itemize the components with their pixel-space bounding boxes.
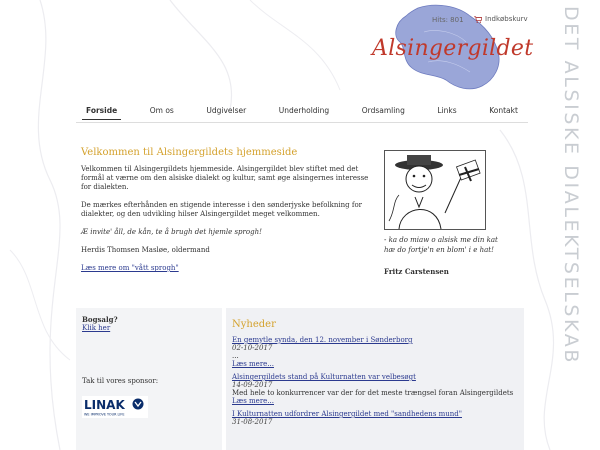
news-body: ... (232, 352, 239, 360)
news-item (232, 336, 518, 368)
welcome-paragraph-1: Velkommen til Alsingergildets hjemmeside. Alsingergildet blev stiftet med det formål at værne om den alsiske dialekt og kultur, samt øge alsingernes interesse for dialekten. (81, 165, 369, 191)
news-title-link[interactable]: I Kulturnatten udfordrer Alsingergildet med "sandhedens mund" (232, 410, 462, 418)
nav-ordsamling[interactable]: Ordsamling (361, 105, 405, 115)
cartoon-illustration (384, 150, 486, 230)
welcome-quote: Æ invite' åll, de kån, te å brugh det hjemle sprogh! (81, 228, 262, 236)
nav-kontakt[interactable]: Kontakt (489, 105, 518, 115)
bogsalg-heading: Bogsalg? (82, 315, 118, 324)
news-title-link[interactable]: Alsingergildets stand på Kulturnatten var velbesøgt (232, 373, 416, 381)
cart-link[interactable] (474, 15, 528, 23)
shopping-cart-icon (474, 16, 482, 23)
nav-forside[interactable]: Forside (76, 106, 127, 115)
news-section (226, 308, 524, 450)
nav-om-os[interactable]: Om os (149, 105, 174, 115)
nav-divider (76, 122, 528, 123)
news-item (232, 373, 518, 405)
welcome-signature: Herdis Thomsen Masløe, oldermand (81, 246, 210, 254)
news-list (232, 336, 518, 431)
welcome-title: Velkommen til Alsingergildets hjemmeside (81, 147, 298, 158)
news-date: 31-08-2017 (232, 418, 273, 426)
cart-label: Indkøbskurv (485, 15, 528, 23)
cartoon-caption: - ka do miaw o alsisk me din kat hæ do fortje'n en blom' i e hat! (384, 236, 498, 254)
logo-alsingergildet[interactable]: Alsingergildet (372, 36, 534, 61)
nav-underholding[interactable]: Underholding (278, 105, 330, 115)
news-date: 02-10-2017 (232, 344, 273, 352)
nav-links[interactable]: Links (437, 105, 457, 115)
welcome-section (81, 148, 371, 273)
sponsor-label: Tak til vores sponsor: (82, 377, 159, 385)
read-more-link[interactable]: Læs mere om "vått sprogh" (81, 264, 179, 272)
welcome-paragraph-2: De mærkes efterhånden en stigende interesse i den sønderjyske befolkning for dialekter, og den udvikling hilser Alsingergildet meget velkommen. (81, 201, 363, 218)
klik-her-link[interactable]: Klik her (82, 324, 111, 332)
news-heading: Nyheder (232, 319, 276, 330)
nav-udgivelser[interactable]: Udgivelser (206, 105, 247, 115)
cartoon-author: Fritz Carstensen (384, 267, 449, 276)
linak-logo[interactable] (82, 396, 148, 418)
news-date: 14-09-2017 (232, 381, 273, 389)
main-nav (76, 102, 528, 118)
linak-logo-text: LINAK (84, 398, 125, 412)
linak-logo-tagline: WE IMPROVE YOUR LIFE (84, 412, 125, 417)
news-read-more-link[interactable]: Læs mere... (232, 360, 274, 368)
news-title-link[interactable]: En gemytle synda, den 12. november i Sønderborg (232, 336, 413, 344)
news-body: Med hele to konkurrencer var der for det meste trængsel foran Alsingergildets (232, 389, 514, 397)
sidebar (76, 308, 222, 450)
news-item (232, 410, 518, 426)
news-read-more-link[interactable]: Læs mere... (232, 397, 274, 405)
side-title: DET ALSISKE DIALEKTSELSKAB (560, 6, 582, 365)
hit-counter: Hits: 801 (432, 16, 464, 24)
